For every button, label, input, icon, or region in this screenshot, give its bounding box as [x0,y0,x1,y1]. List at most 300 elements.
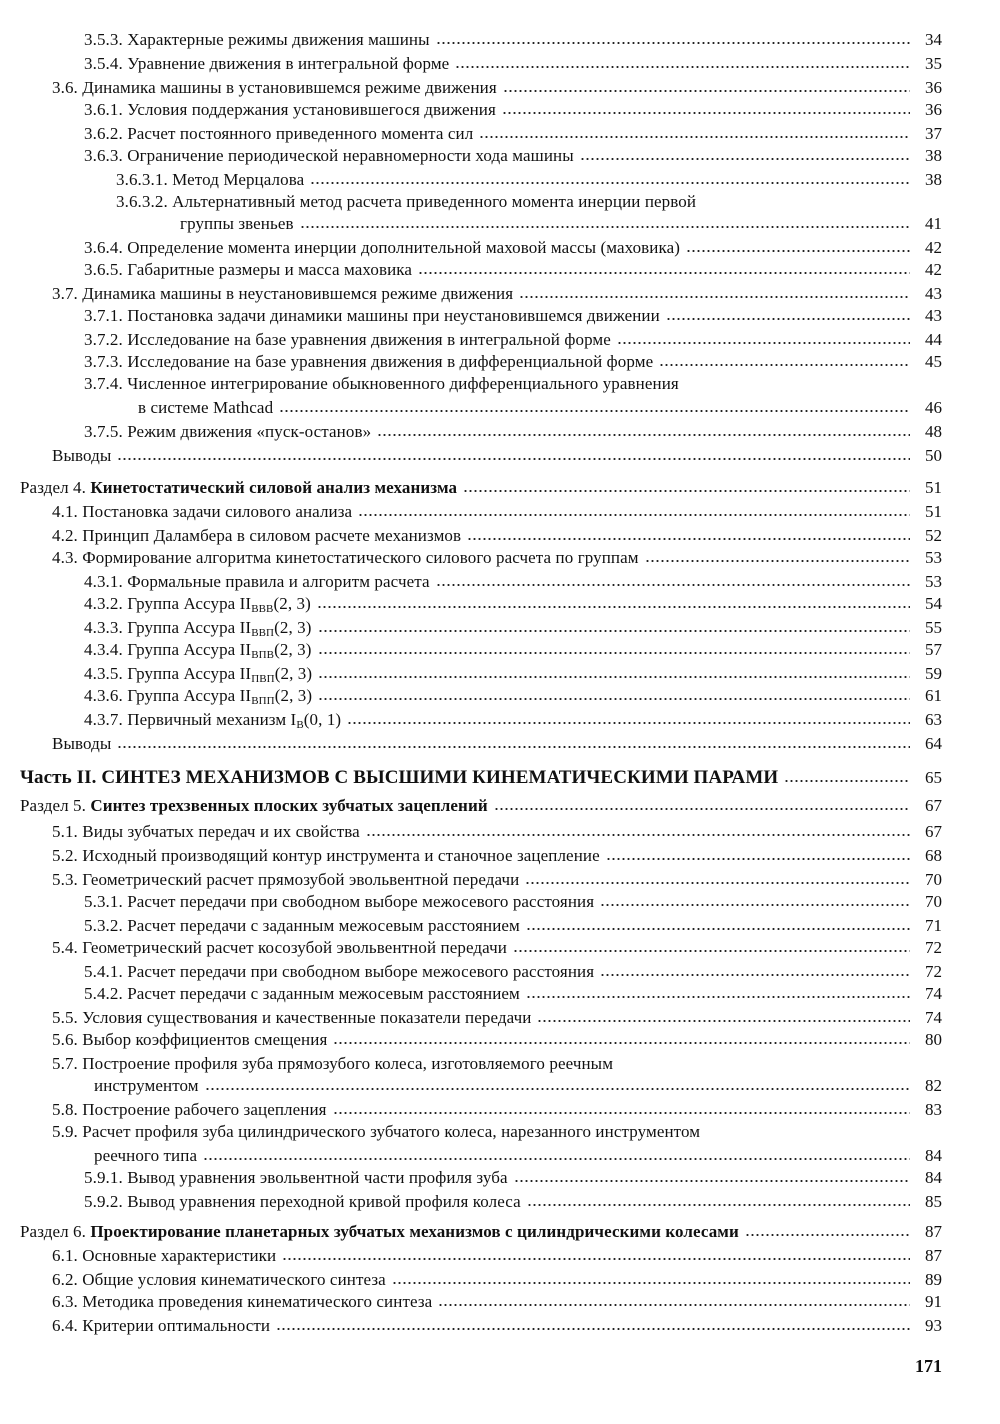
toc-entry [84,618,942,638]
toc-entry-title [52,78,497,98]
toc-entry-text: Вывод уравнения эвольвентной части профиля зуба [127,1168,508,1187]
toc-entry [20,478,942,498]
toc-entry-page: 84 [925,1146,942,1165]
toc-entry-title [84,710,341,730]
toc-entry-text: Построение рабочего зацепления [82,1100,327,1119]
toc-entry [84,640,942,660]
toc-entry [84,30,942,50]
toc-entry-text: Геометрический расчет прямозубой эвольвентной передачи [82,870,520,889]
dot-leader [617,340,910,346]
toc-entry-title [52,1008,531,1028]
dot-leader [526,994,910,1000]
toc-entry-page: 72 [925,938,942,957]
toc-entry-page: 55 [925,618,942,637]
dot-leader [366,832,910,838]
dot-leader [645,558,910,564]
toc-entry-title [84,892,594,912]
toc-entry-number: 4.3.7. [84,710,123,729]
toc-entry-number: 6.4. [52,1316,78,1335]
toc-entry-title [94,1146,197,1166]
toc-entry [84,330,942,350]
toc-entry-title [52,446,111,466]
dot-leader [117,456,910,462]
toc-entry [52,1122,942,1142]
toc-entry-title [52,1030,327,1050]
dot-leader [479,134,910,140]
toc-entry [52,938,942,958]
toc-entry-title [180,214,294,234]
toc-entry-page: 35 [925,54,942,73]
dot-leader [318,628,910,634]
toc-entry-page: 53 [925,548,942,567]
toc-entry [94,1146,942,1166]
toc-entry [116,170,942,190]
toc-entry [116,192,942,212]
toc-entry [52,734,942,754]
toc-entry-page: 91 [925,1292,942,1311]
toc-entry-title [84,984,520,1004]
toc-entry-page: 51 [925,502,942,521]
toc-entry-args: (2, 3) [274,640,312,659]
toc-entry-page: 83 [925,1100,942,1119]
dot-leader [463,488,910,494]
toc-entry-page: 41 [925,214,942,233]
toc-entry-page: 82 [925,1076,942,1095]
toc-entry [20,796,942,816]
toc-entry-title [84,1192,521,1212]
toc-entry-page: 34 [925,30,942,49]
toc-entry-number: 4.3.4. [84,640,123,659]
toc-entry-number: 5.9. [52,1122,78,1141]
toc-entry-page: 44 [925,330,942,349]
toc-entry-text: Режим движения «пуск-останов» [127,422,372,441]
toc-entry [84,100,942,120]
toc-entry-number: 3.6.3.2. [116,192,168,211]
toc-entry-number: 3.6. [52,78,78,97]
toc-entry-title [84,374,916,394]
toc-entry-number: Часть II. [20,768,97,788]
toc-entry [52,1316,942,1336]
toc-entry-page: 57 [925,640,942,659]
toc-entry-page: 42 [925,238,942,257]
toc-entry [52,846,942,866]
toc-entry [20,768,942,788]
toc-entry [84,572,942,592]
toc-entry-page: 38 [925,170,942,189]
toc-entry-text: Исследование на базе уравнения движения в интегральной форме [127,330,611,349]
toc-entry-args: (2, 3) [274,618,312,637]
toc-entry [52,1008,942,1028]
toc-entry-title [84,1168,508,1188]
toc-entry-text: Динамика машины в неустановившемся режиме движения [82,284,514,303]
toc-entry-text: Проектирование планетарных зубчатых механизмов с цилиндрическими колесами [90,1222,739,1241]
toc-entry-text: Исходный производящий контур инструмента и станочное зацепление [82,846,600,865]
toc-entry-title [84,422,371,442]
toc-entry-number: Раздел 5. [20,796,86,815]
toc-entry-number: 5.3.2. [84,916,123,935]
toc-entry-title [52,734,111,754]
toc-entry-title [84,594,311,614]
toc-entry-number: 5.6. [52,1030,78,1049]
dot-leader [467,536,910,542]
toc-entry-title [84,146,574,166]
toc-entry-title [52,526,461,546]
toc-entry-text: Расчет передачи при свободном выборе межосевого расстояния [127,962,595,981]
toc-entry-text: Условия существования и качественные показатели передачи [82,1008,532,1027]
dot-leader [580,156,910,162]
toc-entry-subscript: В [296,719,304,730]
toc-entry-page: 52 [925,526,942,545]
toc-entry-number: 3.6.3.1. [116,170,168,189]
toc-entry-text: Метод Мерцалова [172,170,305,189]
toc-entry-page: 84 [925,1168,942,1187]
toc-entry-args: (0, 1) [303,710,342,729]
toc-entry [52,548,942,568]
toc-entry-text: Формальные правила и алгоритм расчета [127,572,430,591]
toc-entry-page: 85 [925,1192,942,1211]
toc-entry-text: Общие условия кинематического синтеза [82,1270,386,1289]
toc-entry [52,1292,942,1312]
toc-entry-page: 67 [925,822,942,841]
toc-entry [94,1076,942,1096]
dot-leader [300,224,910,230]
toc-entry-text: Расчет передачи при свободном выборе межосевого расстояния [127,892,595,911]
toc-entry-title [20,478,457,498]
toc-entry [84,374,942,394]
toc-entry [84,124,942,144]
toc-entry-title [116,170,304,190]
toc-entry-text: Вывод уравнения переходной кривой профиля колеса [127,1192,521,1211]
toc-entry-page: 42 [925,260,942,279]
dot-leader [745,1232,910,1238]
toc-entry-text: Кинетостатический силовой анализ механизма [90,478,458,497]
toc-entry-page: 54 [925,594,942,613]
toc-entry-page: 53 [925,572,942,591]
toc-entry-page: 51 [925,478,942,497]
toc-entry [84,984,942,1004]
toc-entry-page: 64 [925,734,942,753]
toc-entry [84,664,942,684]
toc-entry-page: 72 [925,962,942,981]
dot-leader [276,1326,910,1332]
toc-entry-number: 5.7. [52,1054,78,1073]
toc-entry-text: группы звеньев [180,214,294,233]
toc-entry-number: 3.6.5. [84,260,123,279]
toc-entry [138,398,942,418]
toc-entry-page: 80 [925,1030,942,1049]
dot-leader [537,1018,910,1024]
dot-leader [455,64,910,70]
toc-entry [180,214,942,234]
toc-entry [52,1246,942,1266]
toc-entry-title [52,284,513,304]
toc-entry-title [52,1122,916,1142]
dot-leader [513,948,910,954]
dot-leader [525,880,910,886]
toc-entry [84,422,942,442]
toc-entry-page: 43 [925,306,942,325]
toc-entry-text: Характерные режимы движения машины [127,30,430,49]
toc-entry-number: 3.7.1. [84,306,123,325]
toc-entry-page: 87 [925,1246,942,1265]
dot-leader [318,696,910,702]
toc-entry-text: Расчет профиля зуба цилиндрического зубчатого колеса, нарезанного инструментом [82,1122,701,1141]
dot-leader [526,926,910,932]
dot-leader [282,1256,910,1262]
toc-entry-page: 36 [925,78,942,97]
page-number: 171 [915,1356,942,1376]
toc-entry-text: Постановка задачи силового анализа [82,502,353,521]
toc-entry [84,1168,942,1188]
toc-entry-text: Выводы [52,446,112,465]
toc-entry-title [84,306,660,326]
toc-entry-page: 50 [925,446,942,465]
dot-leader [503,88,910,94]
toc-entry-number: 5.4. [52,938,78,957]
toc-entry-page: 63 [925,710,942,729]
toc-entry [52,502,942,522]
toc-entry-title [84,962,594,982]
toc-entry-title [84,352,653,372]
dot-leader [436,582,910,588]
toc-entry-number: 4.3.1. [84,572,123,591]
toc-entry [84,892,942,912]
dot-leader [205,1086,910,1092]
toc-entry-number: 3.7. [52,284,78,303]
toc-entry-title [52,1100,327,1120]
toc-entry [84,594,942,614]
toc-entry-title [52,846,600,866]
toc-entry-text: Выводы [52,734,112,753]
toc-entry-text: Синтез трехзвенных плоских зубчатых зацеплений [90,796,488,815]
toc-entry-text: Группа Ассура II [127,618,252,637]
toc-entry-title [52,1054,916,1074]
toc-entry-text: Критерии оптимальности [82,1316,271,1335]
toc-entry-text: Постановка задачи динамики машины при неустановившемся движении [127,306,660,325]
toc-entry-page: 71 [925,916,942,935]
dot-leader [438,1302,910,1308]
dot-leader [527,1202,910,1208]
toc-entry-number: 4.3.3. [84,618,123,637]
dot-leader [659,362,910,368]
toc-entry-number: 5.1. [52,822,78,841]
toc-entry-title [84,916,520,936]
toc-entry-page: 59 [925,664,942,683]
toc-entry-number: 5.2. [52,846,78,865]
toc-entry-title [20,768,778,788]
dot-leader [358,512,910,518]
toc-entry-text: Уравнение движения в интегральной форме [127,54,450,73]
toc-entry [84,260,942,280]
toc-entry-text: Группа Ассура II [127,664,252,683]
toc-entry-subscript: ВВП [251,627,275,638]
toc-entry [84,54,942,74]
dot-leader [318,650,910,656]
toc-entry [84,306,942,326]
toc-entry-page: 61 [925,686,942,705]
toc-entry [52,1054,942,1074]
toc-entry-title [52,1316,270,1336]
toc-entry-page: 74 [925,984,942,1003]
toc-entry-page: 36 [925,100,942,119]
toc-entry-title [84,664,312,684]
toc-entry-text: Расчет постоянного приведенного момента сил [127,124,474,143]
toc-entry [52,526,942,546]
toc-entry-number: 3.6.3. [84,146,123,165]
toc-entry [52,78,942,98]
toc-entry-number: 3.6.1. [84,100,123,119]
toc-entry-number: 4.3.5. [84,664,123,683]
toc-entry [84,238,942,258]
dot-leader [392,1280,910,1286]
dot-leader [600,902,910,908]
dot-leader [784,778,910,784]
toc-entry-text: Численное интегрирование обыкновенного дифференциального уравнения [127,374,679,393]
toc-entry-number: 5.4.1. [84,962,123,981]
toc-entry-number: 5.9.1. [84,1168,123,1187]
toc-entry [52,822,942,842]
dot-leader [333,1040,910,1046]
toc-entry-title [84,100,496,120]
toc-entry-text: Динамика машины в установившемся режиме движения [82,78,497,97]
toc-entry-title [20,796,488,816]
toc-entry-subscript: ВПП [251,695,275,706]
toc-entry-number: 3.7.3. [84,352,123,371]
toc-entry [52,1270,942,1290]
toc-entry-number: 3.7.2. [84,330,123,349]
dot-leader [519,294,910,300]
toc-entry-subscript: ПВП [251,673,275,684]
toc-entry-text: Группа Ассура II [127,640,252,659]
toc-entry [84,962,942,982]
toc-entry-page: 70 [925,892,942,911]
toc-entry-number: 6.3. [52,1292,78,1311]
toc-entry-text: инструментом [94,1076,199,1095]
toc-entry-subscript: ВВВ [251,603,274,614]
toc-entry-number: 3.5.4. [84,54,123,73]
toc-entry-text: Определение момента инерции дополнительной маховой массы (маховика) [127,238,681,257]
toc-entry-text: Расчет передачи с заданным межосевым расстоянием [127,916,520,935]
toc-entry-number: 3.5.3. [84,30,123,49]
toc-entry-page: 93 [925,1316,942,1335]
toc-entry [84,352,942,372]
toc-entry-title [84,260,412,280]
toc-entry-text: в системе Mathcad [138,398,274,417]
toc-entry-title [52,502,352,522]
toc-entry-title [52,870,519,890]
dot-leader [310,180,910,186]
toc-entry-number: 4.2. [52,526,78,545]
toc-entry-title [84,618,312,638]
toc-entry-page: 67 [925,796,942,815]
toc-entry-title [52,1270,386,1290]
toc-entry-text: Построение профиля зуба прямозубого колеса, изготовляемого реечным [82,1054,614,1073]
toc-entry-text: Виды зубчатых передач и их свойства [82,822,360,841]
toc-entry [52,1030,942,1050]
toc-entry-title [84,640,312,660]
dot-leader [317,604,910,610]
toc-entry-text: Методика проведения кинематического синтеза [82,1292,433,1311]
dot-leader [418,270,910,276]
toc-entry-text: Исследование на базе уравнения движения в дифференциальной форме [127,352,654,371]
toc-entry-text: Формирование алгоритма кинетостатического силового расчета по группам [82,548,639,567]
toc-entry-text: Первичный механизм I [127,710,297,729]
toc-entry-title [52,822,360,842]
toc-entry-title [52,1292,432,1312]
toc-entry-args: (2, 3) [273,594,311,613]
toc-entry-number: 4.1. [52,502,78,521]
toc-entry-page: 38 [925,146,942,165]
toc-entry-text: Основные характеристики [82,1246,277,1265]
toc-entry [52,284,942,304]
toc-entry-title [20,1222,739,1242]
toc-entry [84,1192,942,1212]
toc-entry-title [84,330,611,350]
toc-entry-title [116,192,916,212]
toc-entry-title [84,54,449,74]
toc-entry [84,146,942,166]
toc-entry-number: 3.7.5. [84,422,123,441]
toc-entry-title [84,572,430,592]
toc-entry-text: Условия поддержания установившегося движения [127,100,496,119]
toc-entry-text: СИНТЕЗ МЕХАНИЗМОВ С ВЫСШИМИ КИНЕМАТИЧЕСКИМИ ПАРАМИ [101,768,779,788]
toc-entry-page: 37 [925,124,942,143]
toc-entry-page: 48 [925,422,942,441]
dot-leader [606,856,910,862]
dot-leader [279,408,910,414]
dot-leader [600,972,910,978]
toc-entry-number: Раздел 4. [20,478,86,497]
dot-leader [377,432,910,438]
toc-entry-page: 74 [925,1008,942,1027]
toc-entry-number: 5.8. [52,1100,78,1119]
toc-entry-text: Геометрический расчет косозубой эвольвентной передачи [82,938,507,957]
toc-entry-number: 3.6.2. [84,124,123,143]
dot-leader [666,316,910,322]
toc-entry-number: 4.3.2. [84,594,123,613]
dot-leader [514,1178,910,1184]
toc-entry-number: 6.1. [52,1246,78,1265]
toc-entry-text: Альтернативный метод расчета приведенного момента инерции первой [172,192,697,211]
toc-entry-text: Группа Ассура II [127,594,252,613]
toc-entry-text: Расчет передачи с заданным межосевым расстоянием [127,984,520,1003]
toc-entry-title [52,1246,276,1266]
toc-entry-args: (2, 3) [274,664,313,683]
toc-entry [84,686,942,706]
toc-entry [20,1222,942,1242]
toc-entry-text: Принцип Даламбера в силовом расчете механизмов [82,526,462,545]
toc-entry-number: 3.7.4. [84,374,123,393]
toc-entry-number: 5.3. [52,870,78,889]
toc-entry-title [84,238,680,258]
toc-entry-text: Выбор коэффициентов смещения [82,1030,328,1049]
toc-entry-text: Ограничение периодической неравномерности хода машины [127,146,574,165]
toc-entry-number: 3.6.4. [84,238,123,257]
toc-entry-number: 5.5. [52,1008,78,1027]
toc-entry-title [94,1076,199,1096]
toc-entry-title [52,548,639,568]
toc-entry-text: реечного типа [94,1146,198,1165]
toc-entry-number: Раздел 6. [20,1222,86,1241]
toc-entry-subscript: ВПВ [251,649,275,660]
toc-entry-text: Габаритные размеры и масса маховика [127,260,413,279]
dot-leader [203,1156,910,1162]
dot-leader [117,744,910,750]
toc-entry-page: 87 [925,1222,942,1241]
toc-entry-page: 70 [925,870,942,889]
toc-entry [84,916,942,936]
toc-entry-title [138,398,273,418]
